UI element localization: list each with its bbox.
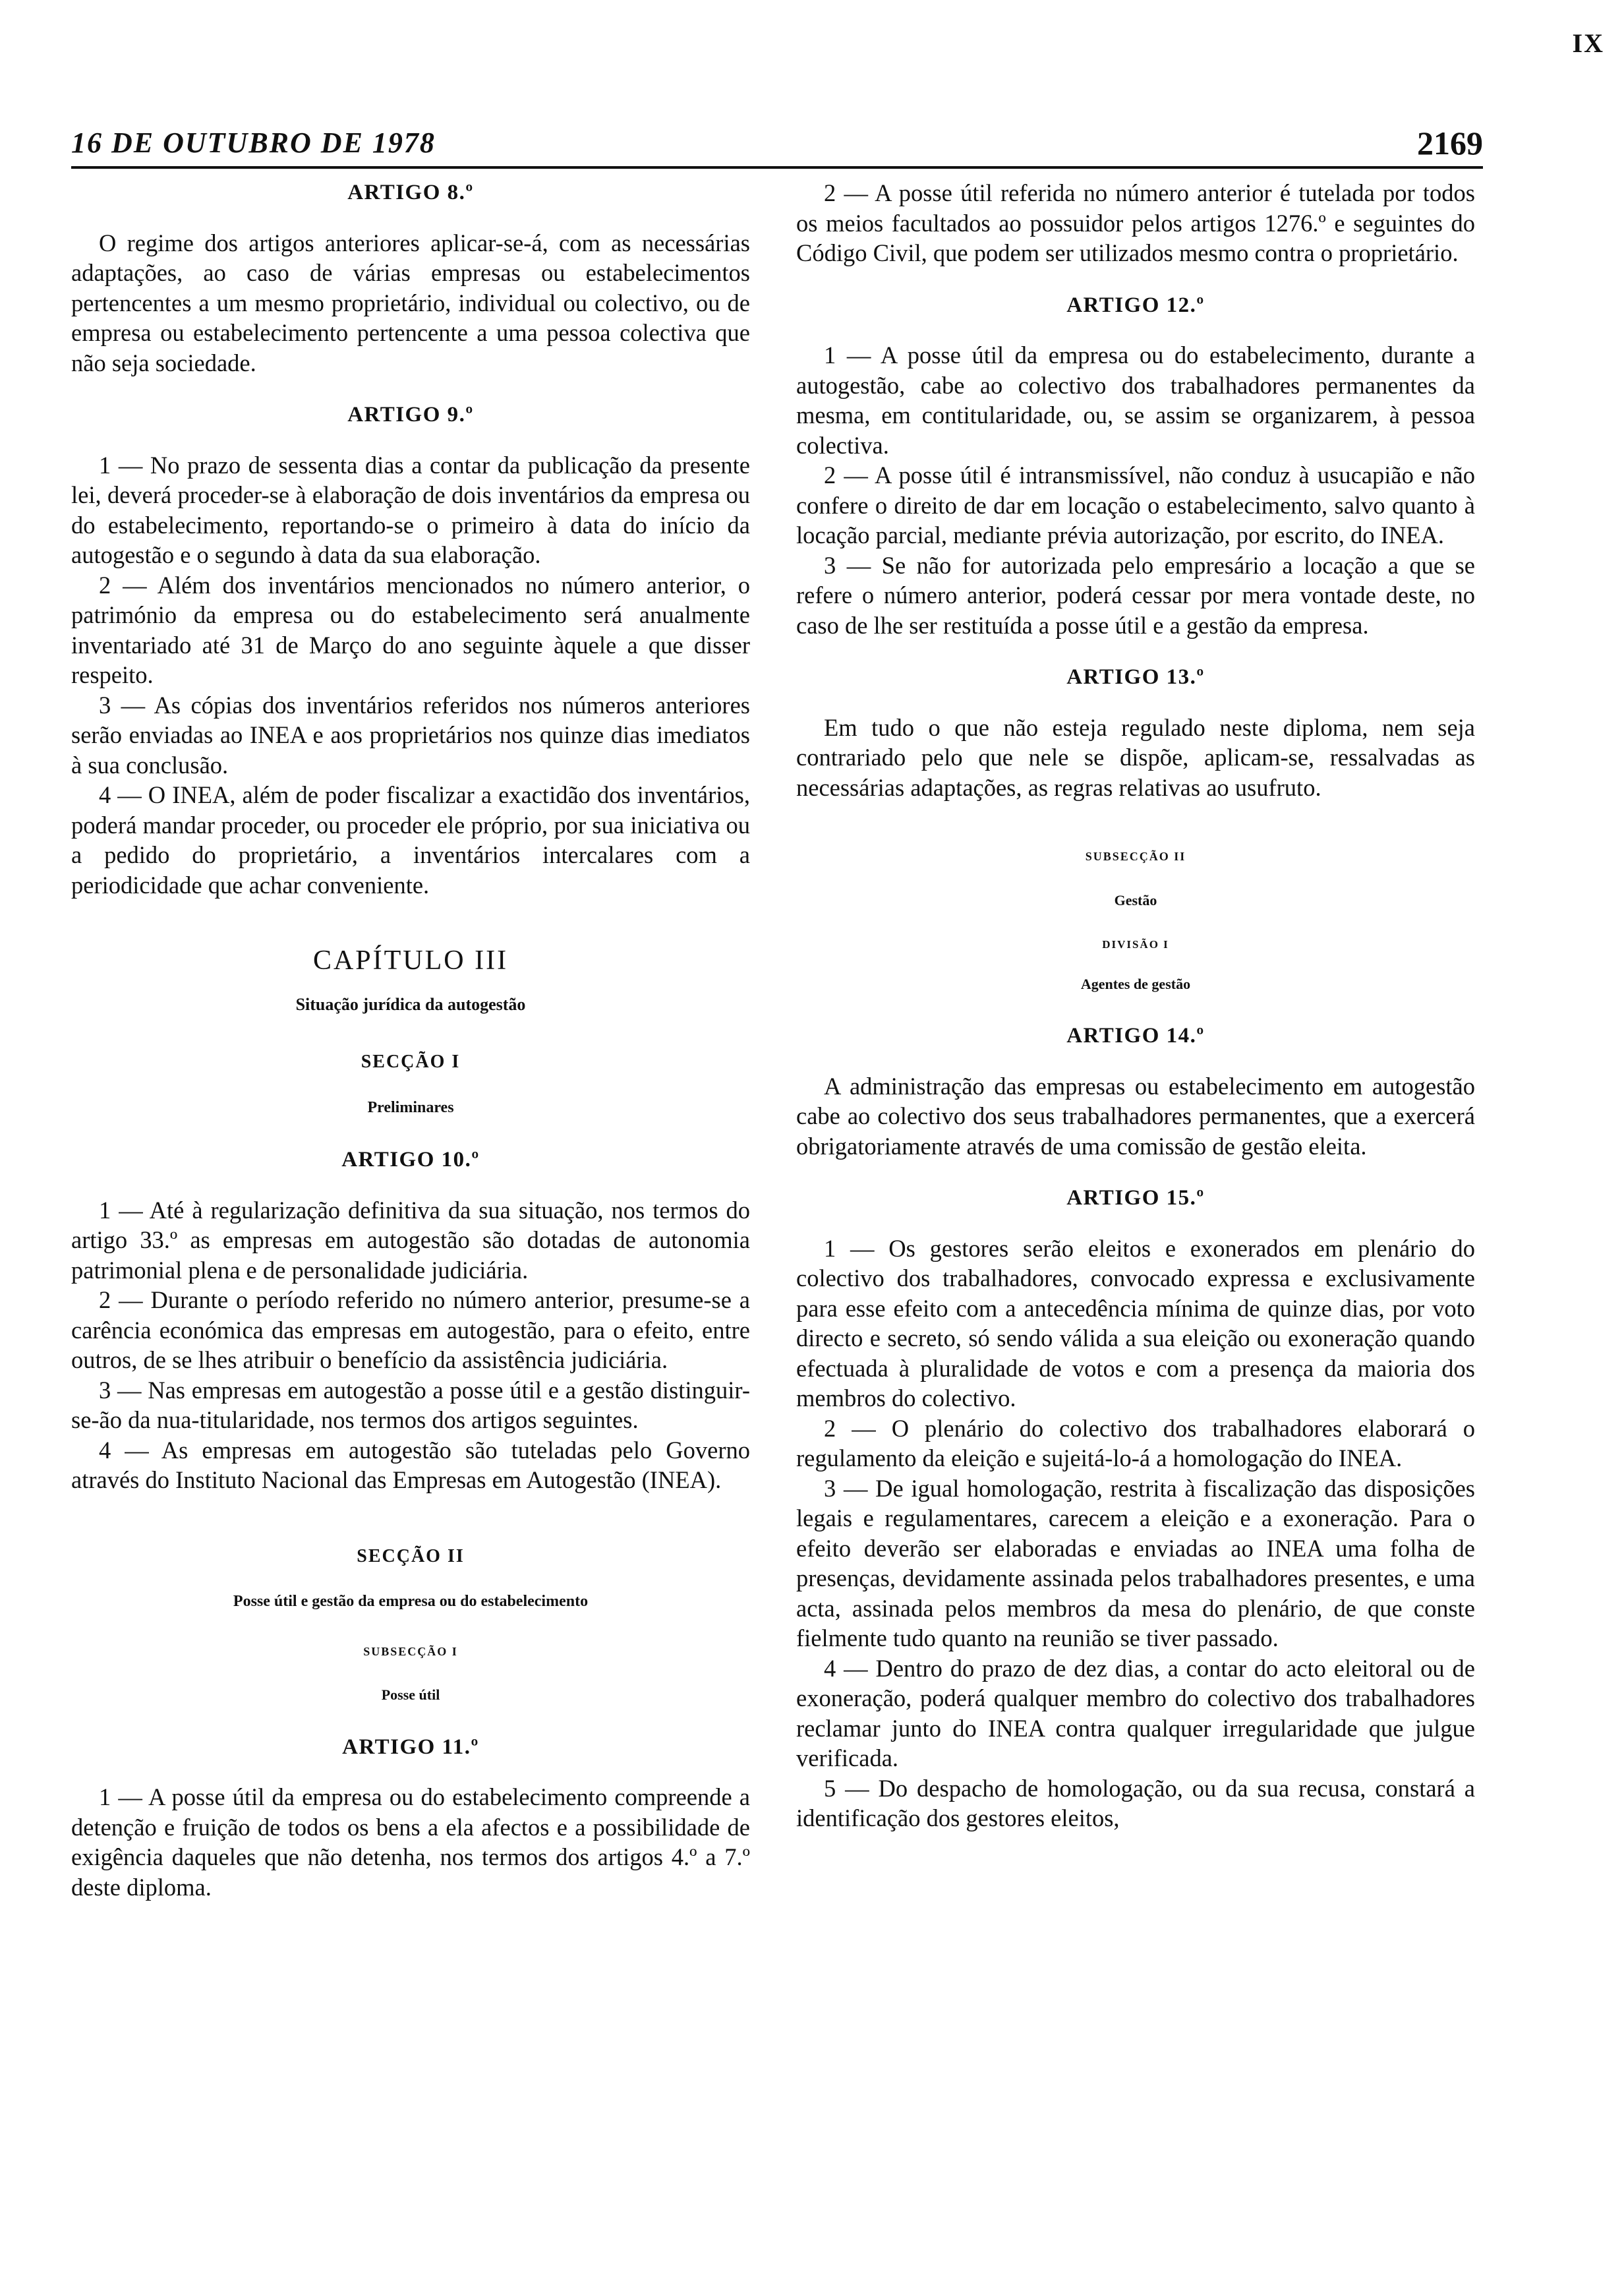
division-1-title: Agentes de gestão <box>1080 975 1191 992</box>
article-9-paragraph-2: 2 — Além dos inventários mencionados no número anterior, o património da empresa ou do estabelecimento será anualmente inventariado até 31 de Março do ano seguinte àquele a que disser respeito. <box>71 571 750 688</box>
article-10-paragraph-1: 1 — Até à regularização definitiva da sua situação, nos termos do artigo 33.º as empresas em autogestão são dotadas de autonomia patrimonial plena e de personalidade judiciária. <box>71 1196 750 1284</box>
article-12-paragraph-3: 3 — Se não for autorizada pelo empresário a locação a que se refere o número anterior, poderá cessar por mera vontade deste, no caso de lhe ser restituída a posse útil e a gestão da empresa. <box>796 551 1475 639</box>
article-9-paragraph-3: 3 — As cópias dos inventários referidos nos números anteriores serão enviadas ao INEA e aos proprietários nos quinze dias imediatos à sua conclusão. <box>71 691 750 779</box>
article-8-text: O regime dos artigos anteriores aplicar-se-á, com as necessárias adaptações, ao caso de várias empresas ou estabelecimentos pertencentes a um mesmo proprietário, individual ou colectivo, ou de empresa ou estabelecimento pertencente a uma pessoa colectiva que não seja sociedade. <box>71 229 750 376</box>
right-column <box>796 178 1475 1833</box>
article-9-paragraph-4: 4 — O INEA, além de poder fiscalizar a exactidão dos inventários, poderá mandar proceder, ou proceder ele próprio, por sua iniciativa ou a pedido do proprietário, a inventários intercalares com a periodicidade que achar conveniente. <box>71 781 750 899</box>
section-2-title: Posse útil e gestão da empresa ou do estabelecimento <box>233 1593 589 1610</box>
article-8-heading: ARTIGO 8.º <box>347 181 474 204</box>
article-10-heading: ARTIGO 10.º <box>341 1148 480 1172</box>
article-15-paragraph-4: 4 — Dentro do prazo de dez dias, a contar do acto eleitoral ou de exoneração, poderá qualquer membro do colectivo dos trabalhadores reclamar junto do INEA contra qualquer irregularidade que julgue verificada. <box>796 1654 1475 1771</box>
article-13-heading: ARTIGO 13.º <box>1066 665 1205 689</box>
subsection-1-title: Posse útil <box>381 1686 440 1703</box>
article-12-paragraph-1: 1 — A posse útil da empresa ou do estabelecimento, durante a autogestão, cabe ao colectivo dos trabalhadores permanentes da mesma, em contitularidade, ou, se assim se organizarem, à pessoa colectiva. <box>796 342 1475 459</box>
subsection-1-heading: SUBSECÇÃO I <box>363 1644 458 1658</box>
page-header <box>71 117 1483 169</box>
left-column <box>71 178 750 1902</box>
chapter-3-heading: CAPÍTULO III <box>312 945 509 976</box>
header-page-number: 2169 <box>1417 125 1483 162</box>
article-13-text: Em tudo o que não esteja regulado neste diploma, nem seja contrariado pelo que nele se dispõe, aplicam-se, ressalvadas as necessárias adaptações, as regras relativas ao usufruto. <box>796 713 1475 801</box>
article-9-heading: ARTIGO 9.º <box>347 403 474 427</box>
article-10-paragraph-2: 2 — Durante o período referido no número anterior, presume-se a carência económica das empresas em autogestão, para o efeito, entre outros, de se lhes atribuir o benefício da assistência judiciária. <box>71 1286 750 1373</box>
article-10-paragraph-3: 3 — Nas empresas em autogestão a posse útil e a gestão distinguir-se-ão da nua-titularidade, nos termos dos artigos seguintes. <box>71 1376 750 1433</box>
article-11-paragraph-2: 2 — A posse útil referida no número anterior é tutelada por todos os meios facultados ao possuidor pelos artigos 1276.º e seguintes do Código Civil, que podem ser utilizados mesmo contra o proprietário. <box>796 179 1475 266</box>
article-9-paragraph-1: 1 — No prazo de sessenta dias a contar da publicação da presente lei, deverá proceder-se à elaboração de dois inventários da empresa ou do estabelecimento, reportando-se o primeiro à data do início da autogestão e o segundo à data da sua elaboração. <box>71 451 750 568</box>
page-corner-label: IX <box>1572 28 1604 58</box>
article-15-heading: ARTIGO 15.º <box>1066 1186 1205 1210</box>
section-1-title: Preliminares <box>367 1098 454 1116</box>
article-12-heading: ARTIGO 12.º <box>1066 293 1205 317</box>
article-15-paragraph-1: 1 — Os gestores serão eleitos e exonerados em plenário do colectivo dos trabalhadores, convocado expressa e exclusivamente para esse efeito com a antecedência mínima de quinze dias, por voto directo e secreto, só sendo válida a sua eleição ou exoneração quando efectuada à pluralidade de votos e com a presença da maioria dos membros do colectivo. <box>796 1234 1475 1412</box>
division-1-heading: DIVISÃO I <box>1102 938 1169 951</box>
section-1-heading: SECÇÃO I <box>361 1052 461 1072</box>
chapter-3-title: Situação jurídica da autogestão <box>295 994 526 1014</box>
header-date: 16 DE OUTUBRO DE 1978 <box>71 127 436 159</box>
article-14-heading: ARTIGO 14.º <box>1066 1024 1205 1048</box>
subsection-2-heading: SUBSECÇÃO II <box>1085 850 1186 863</box>
article-11-heading: ARTIGO 11.º <box>342 1735 479 1759</box>
article-14-text: A administração das empresas ou estabelecimento em autogestão cabe ao colectivo dos seus trabalhadores permanentes, que a exercerá obrigatoriamente através de uma comissão de gestão eleita. <box>796 1072 1475 1160</box>
article-11-paragraph-1: 1 — A posse útil da empresa ou do estabelecimento compreende a detenção e fruição de todos os bens a ela afectos e a possibilidade de exigência daqueles que não detenha, nos termos dos artigos 4.º a 7.º deste diploma. <box>71 1783 750 1901</box>
section-2-heading: SECÇÃO II <box>357 1545 465 1566</box>
article-12-paragraph-2: 2 — A posse útil é intransmissível, não conduz à usucapião e não confere o direito de dar em locação o estabelecimento, salvo quanto à locação parcial, mediante prévia autorização, por escrito, do INEA. <box>796 461 1475 549</box>
article-15-paragraph-5: 5 — Do despacho de homologação, ou da sua recusa, constará a identificação dos gestores eleitos, <box>796 1774 1475 1831</box>
article-15-paragraph-3: 3 — De igual homologação, restrita à fiscalização das disposições legais e regulamentares, carecem a eleição e a exoneração. Para o efeito deverão ser elaboradas e enviadas ao INEA uma folha de presenças, devidamente assinada pelos trabalhadores presentes, e uma acta, assinada pelos membros da mesa do plenário, de que conste fielmente tudo quanto na reunião se tiver passado. <box>796 1474 1475 1651</box>
article-15-paragraph-2: 2 — O plenário do colectivo dos trabalhadores elaborará o regulamento da eleição e sujeitá-lo-á a homologação do INEA. <box>796 1414 1475 1472</box>
article-10-paragraph-4: 4 — As empresas em autogestão são tuteladas pelo Governo através do Instituto Nacional das Empresas em Autogestão (INEA). <box>71 1436 750 1493</box>
subsection-2-title: Gestão <box>1114 891 1157 908</box>
